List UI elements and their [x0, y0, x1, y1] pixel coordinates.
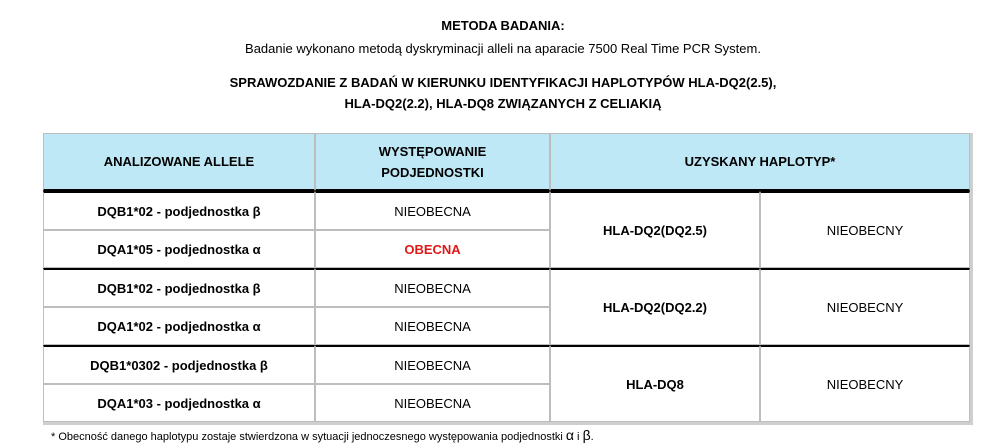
status-cell: NIEOBECNA: [315, 345, 550, 384]
footnote-end: .: [590, 431, 594, 443]
allele-cell: DQB1*0302 - podjednostka β: [43, 345, 315, 384]
header-haplotype: UZYSKANY HAPLOTYP*: [550, 133, 970, 191]
status-cell: NIEOBECNA: [315, 191, 550, 230]
haplotype-cell: HLA-DQ2(DQ2.5): [550, 191, 760, 268]
allele-cell: DQB1*02 - podjednostka β: [43, 191, 315, 230]
results-table: [43, 133, 973, 425]
report-title-line1: SPRAWOZDANIE Z BADAŃ W KIERUNKU IDENTYFIKACJI HAPLOTYPÓW HLA-DQ2(2.5),: [229, 75, 777, 90]
allele-cell: DQA1*02 - podjednostka α: [43, 307, 315, 345]
header-subunit-line1: WYSTĘPOWANIE: [378, 143, 487, 159]
haplotype-cell: HLA-DQ2(DQ2.2): [550, 268, 760, 345]
table-row: [43, 345, 970, 384]
footnote-conj: i: [577, 431, 580, 443]
allele-cell: DQB1*02 - podjednostka β: [43, 268, 315, 307]
method-heading: METODA BADANIA:: [441, 18, 565, 33]
footnote-text: * Obecność danego haplotypu zostaje stwierdzona w sytuacji jednoczesnego występowania podjednostki: [51, 431, 563, 443]
haplotype-result-cell: NIEOBECNY: [760, 268, 970, 345]
header-alleles: ANALIZOWANE ALLELE: [43, 133, 315, 191]
report-title-line2: HLA-DQ2(2.2), HLA-DQ8 ZWIĄZANYCH Z CELIAKIĄ: [344, 96, 662, 111]
status-cell: NIEOBECNA: [315, 384, 550, 422]
haplotype-result-cell: NIEOBECNY: [760, 191, 970, 268]
status-cell: NIEOBECNA: [315, 268, 550, 307]
footnote-alpha: α: [565, 427, 574, 443]
footnote: [51, 427, 594, 443]
header-subunit: [315, 133, 550, 191]
status-cell-present: OBECNA: [315, 230, 550, 268]
footnote-beta: β: [582, 427, 591, 443]
table-row: [43, 268, 970, 307]
table-header-row: [43, 133, 970, 191]
status-cell: NIEOBECNA: [315, 307, 550, 345]
allele-cell: DQA1*05 - podjednostka α: [43, 230, 315, 268]
haplotype-result-cell: NIEOBECNY: [760, 345, 970, 422]
header-subunit-line2: PODJEDNOSTKI: [381, 164, 484, 180]
method-description: Badanie wykonano metodą dyskryminacji alleli na aparacie 7500 Real Time PCR System.: [245, 41, 761, 56]
allele-cell: DQA1*03 - podjednostka α: [43, 384, 315, 422]
haplotype-cell: HLA-DQ8: [550, 345, 760, 422]
table-row: [43, 191, 970, 230]
